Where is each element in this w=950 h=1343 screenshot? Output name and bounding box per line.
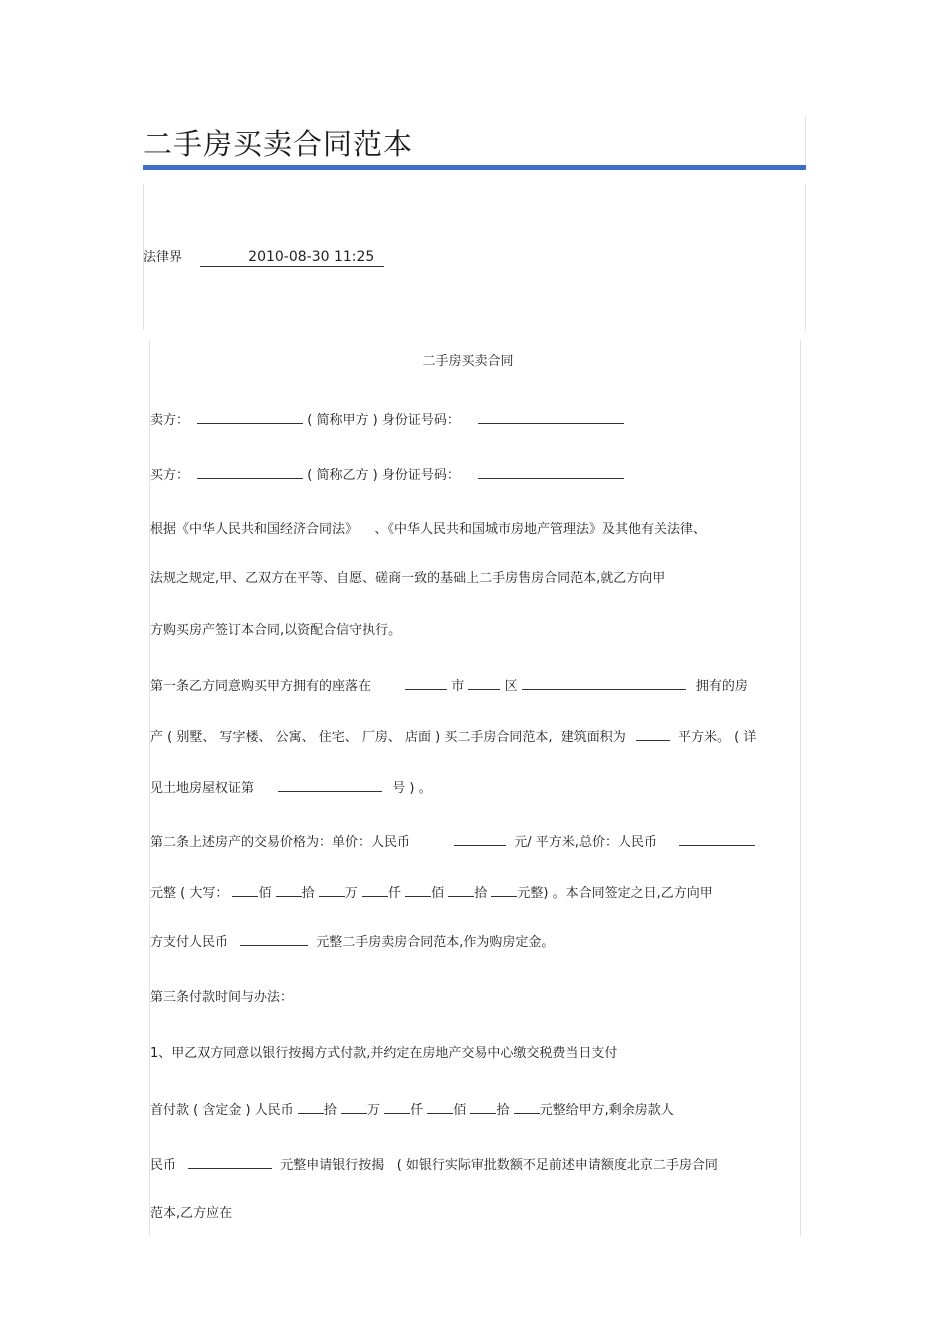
buyer-abbr: ( 简称乙方 ) 身份证号码： xyxy=(307,468,460,483)
text: 元整二手房卖房合同范本,作为购房定金。 xyxy=(316,935,555,950)
text: 万 xyxy=(344,886,358,901)
seller-line xyxy=(150,410,624,430)
text: 佰 xyxy=(453,1103,467,1118)
text: 佰 xyxy=(258,886,272,901)
text: 拾 xyxy=(323,1103,337,1118)
frame-line-right-body xyxy=(800,340,801,1236)
article-3-item-1: 1、甲乙双方同意以银行按揭方式付款,并约定在房地产交易中心缴交税费当日支付 xyxy=(150,1046,618,1061)
blank xyxy=(405,883,431,897)
blank xyxy=(319,883,345,897)
text: 方支付人民币 xyxy=(150,935,229,950)
frame-line-right-meta xyxy=(805,184,806,330)
text: 元/ 平方米,总价：人民币 xyxy=(514,835,657,850)
article-2-line-2 xyxy=(150,883,713,903)
blank xyxy=(362,883,388,897)
text: 产 ( 别墅、 写字楼、 公寓、 住宅、 厂房、 店面 ) 买二手房合同范本, 建筑面积为 xyxy=(150,730,626,745)
blank xyxy=(341,1100,367,1114)
seller-label: 卖方： xyxy=(150,413,190,428)
text: 第二条上述房产的交易价格为：单价：人民币 xyxy=(150,835,411,850)
address-blank xyxy=(522,676,686,690)
publish-datetime: 2010-08-30 11:25 xyxy=(200,248,384,267)
text: 仟 xyxy=(410,1103,424,1118)
blank xyxy=(491,883,517,897)
loan-amount-blank xyxy=(188,1155,272,1169)
certificate-blank xyxy=(278,778,382,792)
area-blank xyxy=(636,727,670,741)
contract-title: 二手房买卖合同 xyxy=(422,354,514,369)
blank xyxy=(514,1100,540,1114)
article-1-line-3 xyxy=(150,778,432,798)
text: 拾 xyxy=(474,886,488,901)
text: 仟 xyxy=(387,886,401,901)
text: 拥有的房 xyxy=(695,679,748,694)
text: 元整) 。本合同签定之日,乙方向甲 xyxy=(517,886,713,901)
text: 元整给甲方,剩余房款人 xyxy=(539,1103,674,1118)
article-2-line-1 xyxy=(150,832,755,852)
text: 平方米。 ( 详 xyxy=(678,730,757,745)
unit-price-blank xyxy=(454,832,506,846)
preamble-line-2: 法规之规定,甲、乙双方在平等、自愿、磋商一致的基础上二手房售房合同范本,就乙方向甲 xyxy=(150,571,666,586)
district-blank xyxy=(468,676,500,690)
total-price-blank xyxy=(679,832,755,846)
blank xyxy=(276,883,302,897)
article-3-line-3 xyxy=(150,1155,718,1175)
city-blank xyxy=(405,676,447,690)
blank xyxy=(232,883,258,897)
text: 号 ) 。 xyxy=(392,781,432,796)
article-meta xyxy=(143,248,384,267)
title-underline xyxy=(143,165,806,170)
blank xyxy=(448,883,474,897)
buyer-id-blank xyxy=(478,465,624,479)
page-title: 二手房买卖合同范本 xyxy=(143,127,414,161)
buyer-label: 买方： xyxy=(150,468,190,483)
blank xyxy=(298,1100,324,1114)
seller-abbr: ( 简称甲方 ) 身份证号码： xyxy=(307,413,460,428)
text: 民币 xyxy=(150,1158,177,1173)
blank xyxy=(470,1100,496,1114)
text: 区 xyxy=(504,679,518,694)
text: 见土地房屋权证第 xyxy=(150,781,255,796)
blank xyxy=(427,1100,453,1114)
buyer-name-blank xyxy=(197,465,303,479)
deposit-blank xyxy=(240,932,308,946)
text: 第一条乙方同意购买甲方拥有的座落在 xyxy=(150,679,372,694)
text: 首付款 ( 含定金 ) 人民币 xyxy=(150,1103,294,1118)
article-3-line-2 xyxy=(150,1100,674,1120)
seller-id-blank xyxy=(478,410,624,424)
text: 元整申请银行按揭 ( 如银行实际审批数额不足前述申请额度北京二手房合同 xyxy=(280,1158,718,1173)
blank xyxy=(384,1100,410,1114)
source-label: 法律界 xyxy=(143,250,183,265)
text: 拾 xyxy=(301,886,315,901)
text: 市 xyxy=(451,679,465,694)
text: 拾 xyxy=(496,1103,510,1118)
text: 佰 xyxy=(431,886,445,901)
article-1-line-1 xyxy=(150,676,748,696)
preamble-line-3: 方购买房产签订本合同,以资配合信守执行。 xyxy=(150,623,402,638)
preamble-line-1: 根据《中华人民共和国经济合同法》 、《中华人民共和国城市房地产管理法》及其他有关法律、 xyxy=(150,522,707,537)
buyer-line xyxy=(150,465,624,485)
seller-name-blank xyxy=(197,410,303,424)
text: 元整 ( 大写： xyxy=(150,886,229,901)
article-3-title: 第三条付款时间与办法： xyxy=(150,990,294,1005)
frame-line-right-top xyxy=(805,116,806,164)
article-2-line-3 xyxy=(150,932,554,952)
article-3-line-4: 范本,乙方应在 xyxy=(150,1206,233,1221)
article-1-line-2 xyxy=(150,727,756,747)
text: 万 xyxy=(366,1103,380,1118)
